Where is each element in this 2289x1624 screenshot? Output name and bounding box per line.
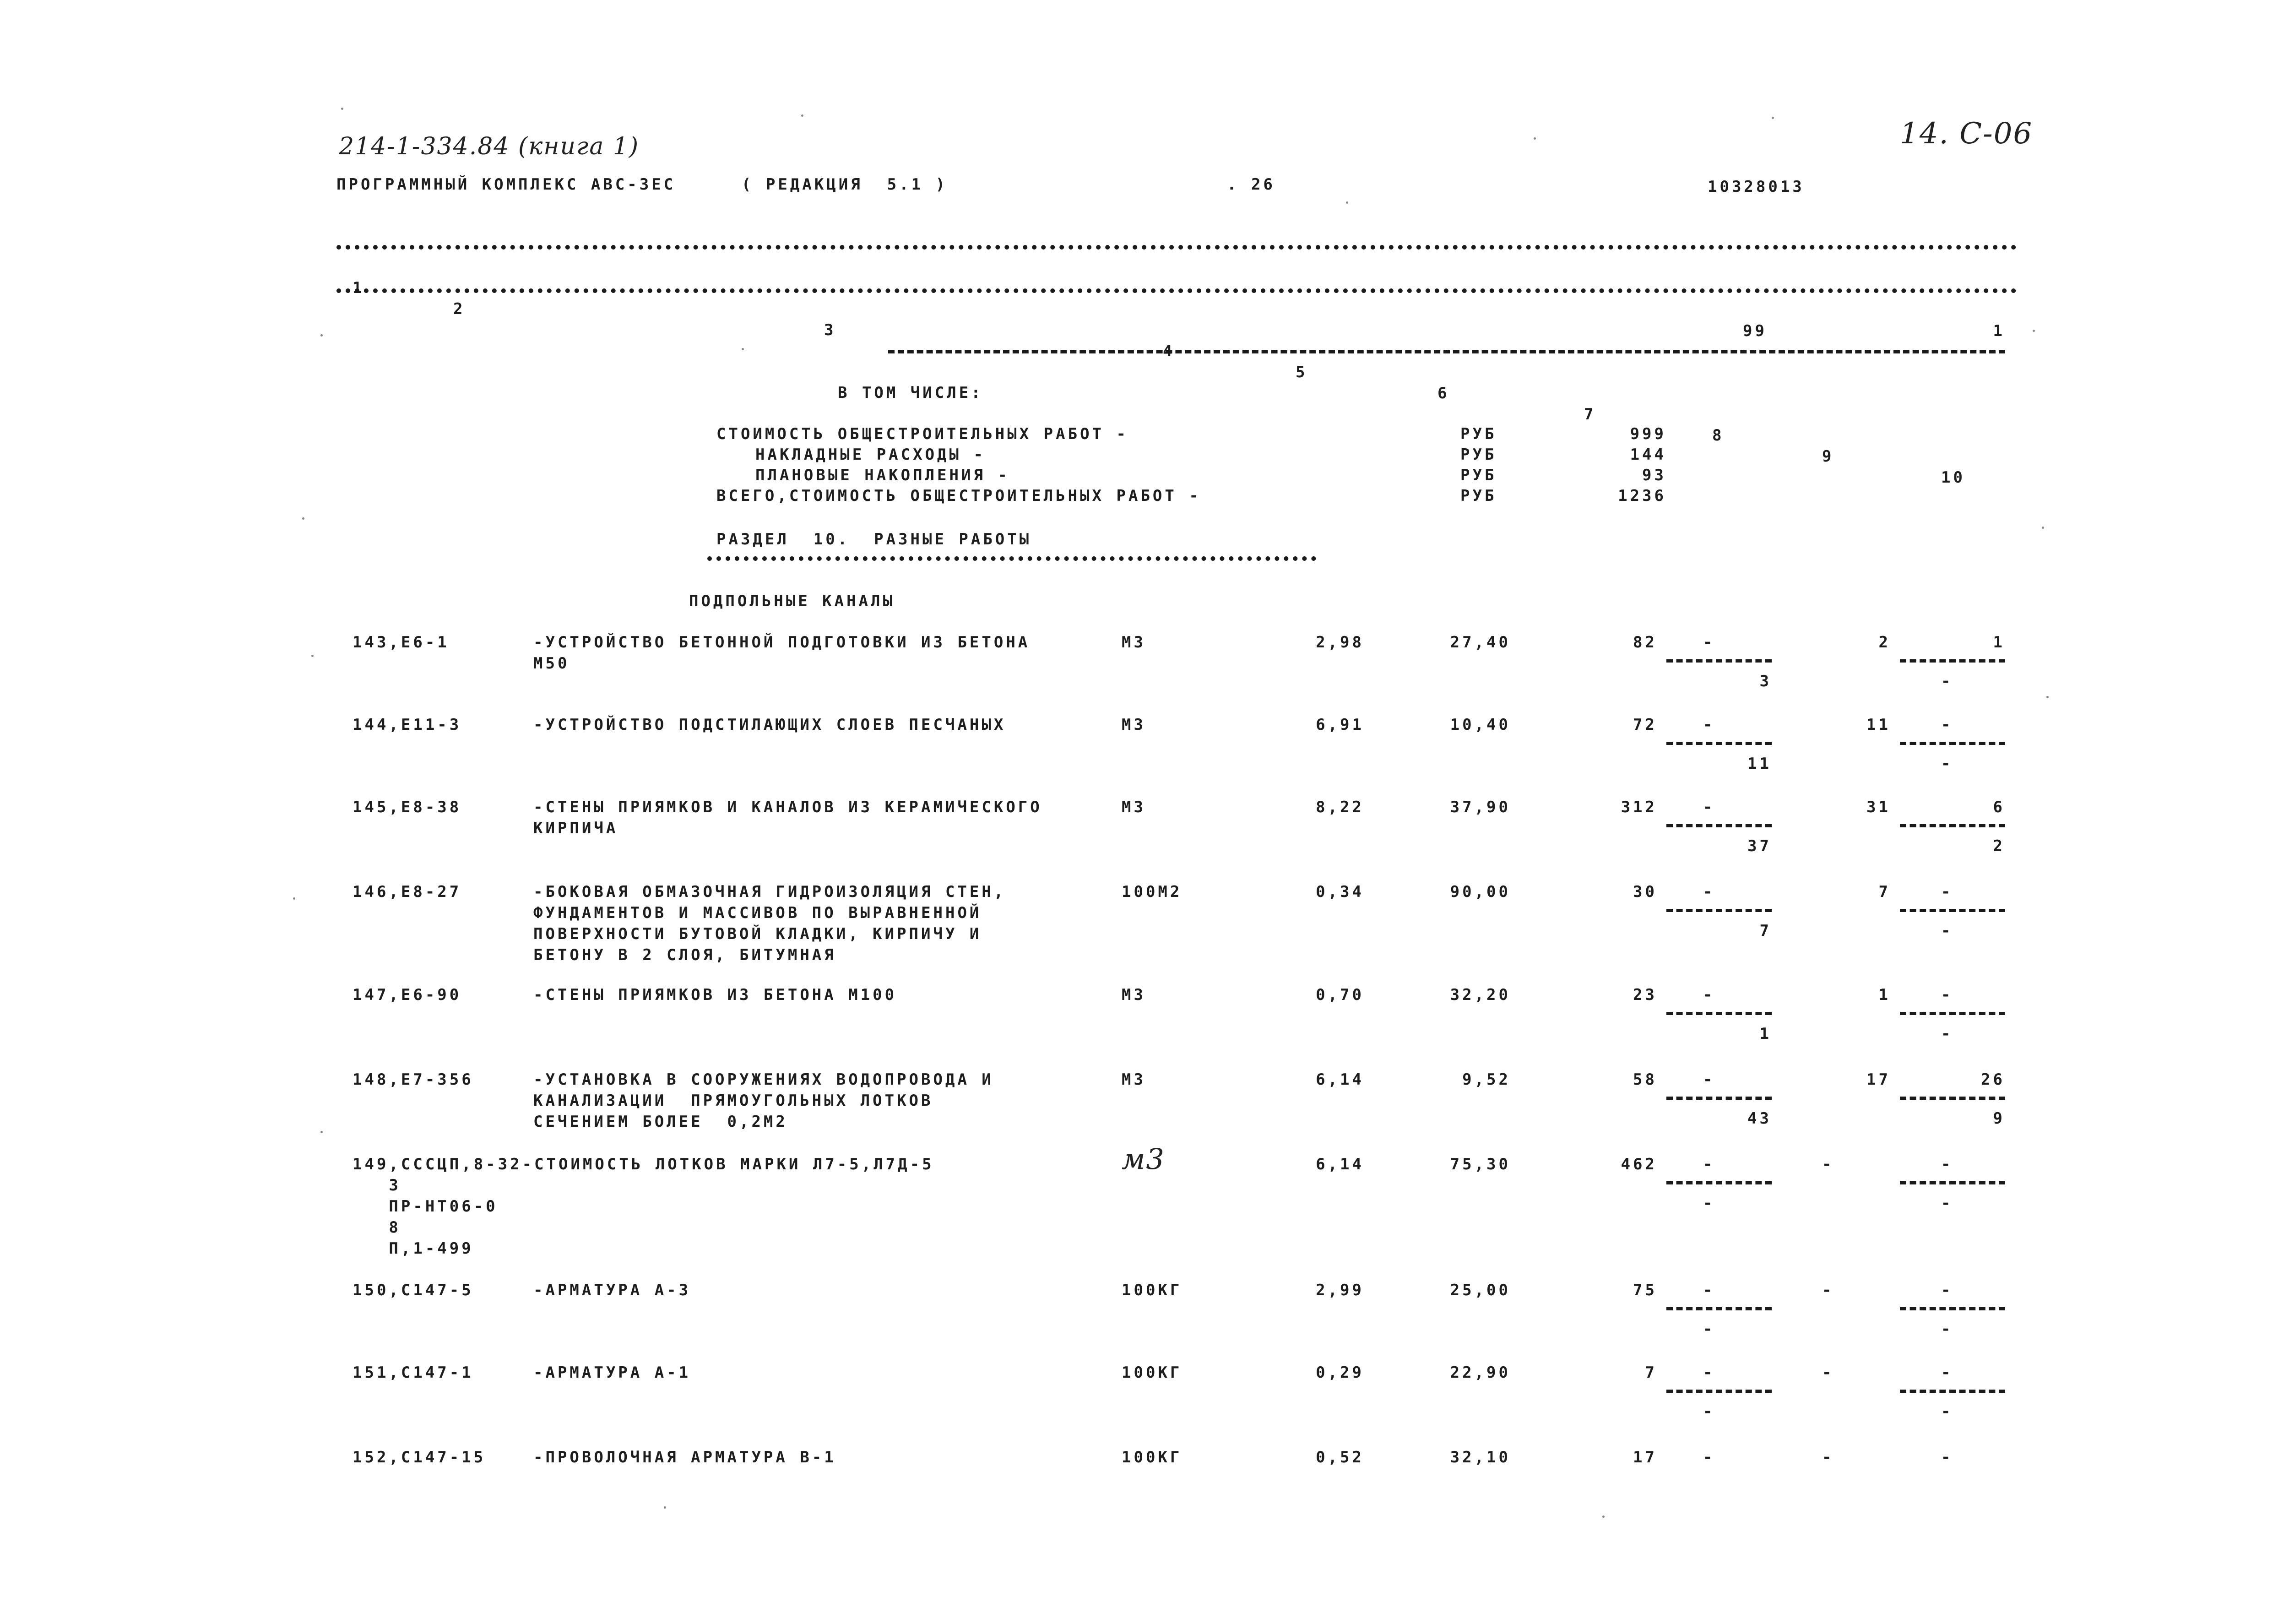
header-rule-bottom bbox=[336, 288, 2017, 293]
page-mark: 14. С-06 bbox=[1900, 117, 2033, 151]
summary-unit: РУБ bbox=[1460, 487, 1497, 505]
row-col10-top: - bbox=[1941, 883, 1953, 901]
row-col10-rule bbox=[1900, 742, 2005, 745]
row-description: -СТЕНЫ ПРИЯМКОВ И КАНАЛОВ ИЗ КЕРАМИЧЕСКОГО КИРПИЧА bbox=[533, 798, 1042, 837]
row-unit-price: 32,10 bbox=[1450, 1448, 1511, 1466]
row-col8-top: - bbox=[1703, 1070, 1715, 1089]
row-code: 143,Е6-1 bbox=[353, 633, 450, 652]
row-col10-bottom: - bbox=[1941, 755, 1953, 773]
row-unit-handwritten: м3 bbox=[1122, 1142, 1165, 1176]
scan-speck bbox=[2033, 330, 2035, 332]
scan-speck bbox=[1772, 117, 1774, 119]
row-unit: 100КГ bbox=[1122, 1448, 1182, 1466]
row-col8-rule bbox=[1666, 1307, 1772, 1310]
scan-speck bbox=[341, 108, 343, 110]
summary-value: 144 bbox=[1630, 445, 1666, 464]
row-col10-bottom: - bbox=[1941, 672, 1953, 690]
row-code: 149,СССЦП,8-32-СТОИМОСТЬ ЛОТКОВ МАРКИ Л7-5,Л7Д-5 3 ПР-НТ06-0 8 П,1-499 bbox=[353, 1155, 934, 1258]
row-unit: 100М2 bbox=[1122, 883, 1182, 901]
row-unit-price: 32,20 bbox=[1450, 986, 1511, 1004]
row-unit: М3 bbox=[1122, 798, 1146, 816]
row-col10-top: - bbox=[1941, 1155, 1953, 1173]
row-description: -УСТРОЙСТВО БЕТОННОЙ ПОДГОТОВКИ ИЗ БЕТОНА М50 bbox=[533, 633, 1031, 673]
row-col8-bottom: 7 bbox=[1759, 922, 1772, 940]
row-col8-top: - bbox=[1703, 1448, 1715, 1466]
row-col8-top: - bbox=[1703, 1155, 1715, 1173]
row-quantity: 0,70 bbox=[1316, 986, 1364, 1004]
row-unit-price: 75,30 bbox=[1450, 1155, 1511, 1173]
summary-value: 93 bbox=[1642, 466, 1666, 484]
row-col10-top: - bbox=[1941, 1281, 1953, 1299]
col-header-3: 3 bbox=[824, 321, 836, 339]
row-col10-rule bbox=[1900, 1181, 2005, 1184]
row-col10-rule bbox=[1900, 909, 2005, 912]
row-col8-top: - bbox=[1703, 1363, 1715, 1382]
row-col10-bottom: - bbox=[1941, 1402, 1953, 1421]
row-description: -АРМАТУРА А-1 bbox=[533, 1363, 691, 1382]
row-col10-top: - bbox=[1941, 986, 1953, 1004]
row-col8-rule bbox=[1666, 1181, 1772, 1184]
row-col8-top: - bbox=[1703, 798, 1715, 816]
row-col8-top: - bbox=[1703, 633, 1715, 652]
row-col9: 2 bbox=[1878, 633, 1891, 652]
row-col8-bottom: 1 bbox=[1759, 1025, 1772, 1043]
scan-speck bbox=[1602, 1515, 1605, 1518]
row-col10-top: - bbox=[1941, 1363, 1953, 1382]
row-unit: М3 bbox=[1122, 986, 1146, 1004]
scan-speck bbox=[302, 517, 304, 520]
edition: ( РЕДАКЦИЯ 5.1 ) bbox=[742, 175, 948, 194]
row-unit: 100КГ bbox=[1122, 1363, 1182, 1382]
row-total: 312 bbox=[1621, 798, 1657, 816]
row-col8-rule bbox=[1666, 824, 1772, 827]
summary-value: 1236 bbox=[1618, 487, 1666, 505]
row-quantity: 8,22 bbox=[1316, 798, 1364, 816]
row-quantity: 6,14 bbox=[1316, 1070, 1364, 1089]
row-col10-top: 6 bbox=[1993, 798, 2005, 816]
row-description: -АРМАТУРА А-3 bbox=[533, 1281, 691, 1299]
row-col10-top: - bbox=[1941, 716, 1953, 734]
col-header-9: 9 bbox=[1822, 447, 1834, 466]
header-rule-top bbox=[336, 245, 2017, 250]
scan-speck bbox=[2046, 696, 2049, 698]
scan-speck bbox=[801, 114, 803, 117]
row-col10-bottom: - bbox=[1941, 1194, 1953, 1212]
row-total: 7 bbox=[1645, 1363, 1657, 1382]
document-code: 10328013 bbox=[1708, 178, 1805, 196]
row-col10-rule bbox=[1900, 824, 2005, 827]
scan-speck bbox=[2042, 527, 2044, 529]
summary-label: НАКЛАДНЫЕ РАСХОДЫ - bbox=[755, 445, 986, 464]
row-col8-bottom: 3 bbox=[1759, 672, 1772, 690]
subsection-title: ПОДПОЛЬНЫЕ КАНАЛЫ bbox=[689, 592, 895, 610]
row-quantity: 0,52 bbox=[1316, 1448, 1364, 1466]
row-col10-bottom: - bbox=[1941, 922, 1953, 940]
row-code: 146,Е8-27 bbox=[353, 883, 462, 901]
scan-speck bbox=[1346, 201, 1348, 204]
summary-unit: РУБ bbox=[1460, 445, 1497, 464]
row-col9: 7 bbox=[1878, 883, 1891, 901]
row-total: 30 bbox=[1633, 883, 1657, 901]
section-title-underline bbox=[707, 556, 1316, 561]
col-header-5: 5 bbox=[1296, 363, 1308, 381]
row-col8-bottom: - bbox=[1703, 1402, 1715, 1421]
row-col8-rule bbox=[1666, 1097, 1772, 1100]
summary-heading: В ТОМ ЧИСЛЕ: bbox=[838, 384, 983, 402]
row-col9: - bbox=[1822, 1448, 1834, 1466]
col-header-1: 1 bbox=[353, 279, 365, 297]
row-total: 82 bbox=[1633, 633, 1657, 652]
row-col10-rule bbox=[1900, 659, 2005, 663]
row-code: 152,С147-15 bbox=[353, 1448, 486, 1466]
summary-unit: РУБ bbox=[1460, 425, 1497, 443]
row-description: -СТЕНЫ ПРИЯМКОВ ИЗ БЕТОНА М100 bbox=[533, 986, 897, 1004]
summary-label: ВСЕГО,СТОИМОСТЬ ОБЩЕСТРОИТЕЛЬНЫХ РАБОТ - bbox=[716, 487, 1201, 505]
row-col8-rule bbox=[1666, 1390, 1772, 1393]
row-col8-top: - bbox=[1703, 986, 1715, 1004]
row-col9: - bbox=[1822, 1363, 1834, 1382]
row-col8-top: - bbox=[1703, 1281, 1715, 1299]
row-col8-top: - bbox=[1703, 716, 1715, 734]
row-quantity: 6,91 bbox=[1316, 716, 1364, 734]
document-reference: 214-1-334.84 (книга 1) bbox=[339, 133, 640, 160]
row-quantity: 6,14 bbox=[1316, 1155, 1364, 1173]
scan-speck bbox=[664, 1506, 666, 1509]
row-total: 72 bbox=[1633, 716, 1657, 734]
scan-speck bbox=[742, 348, 744, 350]
row-unit-price: 37,90 bbox=[1450, 798, 1511, 816]
row-col8-rule bbox=[1666, 909, 1772, 912]
row-col10-rule bbox=[1900, 1390, 2005, 1393]
row-col8-rule bbox=[1666, 742, 1772, 745]
row-col9: 17 bbox=[1866, 1070, 1891, 1089]
scan-speck bbox=[320, 1131, 323, 1133]
program-name: ПРОГРАММНЫЙ КОМПЛЕКС АВС-3ЕС bbox=[336, 175, 676, 194]
row-code: 150,С147-5 bbox=[353, 1281, 474, 1299]
row-col10-bottom: 9 bbox=[1993, 1109, 2005, 1128]
row-col8-rule bbox=[1666, 1012, 1772, 1015]
row-unit: М3 bbox=[1122, 633, 1146, 652]
row-col8-top: - bbox=[1703, 883, 1715, 901]
scan-speck bbox=[320, 334, 323, 337]
row-description: -БОКОВАЯ ОБМАЗОЧНАЯ ГИДРОИЗОЛЯЦИЯ СТЕН, ФУНДАМЕНТОВ И МАССИВОВ ПО ВЫРАВНЕННОЙ ПОВЕРХНОСТИ БУТОВОЙ КЛАДКИ, КИРПИЧУ И БЕТОНУ В 2 СЛОЯ, БИТУМНАЯ bbox=[533, 883, 1006, 964]
subtotal-col10: 1 bbox=[1993, 322, 2005, 340]
row-unit: М3 bbox=[1122, 1070, 1146, 1089]
row-description: -ПРОВОЛОЧНАЯ АРМАТУРА В-1 bbox=[533, 1448, 836, 1466]
row-total: 58 bbox=[1633, 1070, 1657, 1089]
col-header-10: 10 bbox=[1941, 468, 1965, 487]
row-unit-price: 90,00 bbox=[1450, 883, 1511, 901]
row-col8-bottom: - bbox=[1703, 1194, 1715, 1212]
row-col9: - bbox=[1822, 1281, 1834, 1299]
summary-label: СТОИМОСТЬ ОБЩЕСТРОИТЕЛЬНЫХ РАБОТ - bbox=[716, 425, 1128, 443]
row-col10-top: 26 bbox=[1981, 1070, 2005, 1089]
row-col9: 11 bbox=[1866, 716, 1891, 734]
row-col9: 1 bbox=[1878, 986, 1891, 1004]
row-col9: - bbox=[1822, 1155, 1834, 1173]
col-header-2: 2 bbox=[453, 300, 466, 318]
row-col8-rule bbox=[1666, 659, 1772, 663]
row-code: 148,Е7-356 bbox=[353, 1070, 474, 1089]
row-unit: 100КГ bbox=[1122, 1281, 1182, 1299]
row-col10-rule bbox=[1900, 1307, 2005, 1310]
scan-speck bbox=[1534, 137, 1536, 140]
row-quantity: 2,99 bbox=[1316, 1281, 1364, 1299]
col-header-8: 8 bbox=[1712, 426, 1725, 445]
row-unit-price: 9,52 bbox=[1462, 1070, 1511, 1089]
row-code: 151,С147-1 bbox=[353, 1363, 474, 1382]
row-col10-bottom: - bbox=[1941, 1025, 1953, 1043]
row-description: -УСТРОЙСТВО ПОДСТИЛАЮЩИХ СЛОЕВ ПЕСЧАНЫХ bbox=[533, 716, 1006, 734]
row-code: 145,Е8-38 bbox=[353, 798, 462, 816]
subtotal-rule bbox=[888, 350, 2005, 353]
row-col8-bottom: - bbox=[1703, 1320, 1715, 1338]
row-code: 144,Е11-3 bbox=[353, 716, 462, 734]
row-unit-price: 22,90 bbox=[1450, 1363, 1511, 1382]
summary-unit: РУБ bbox=[1460, 466, 1497, 484]
row-col9: 31 bbox=[1866, 798, 1891, 816]
row-col8-bottom: 43 bbox=[1747, 1109, 1772, 1128]
page-number: . 26 bbox=[1227, 175, 1275, 194]
subtotal-col8: 99 bbox=[1743, 322, 1767, 340]
col-header-6: 6 bbox=[1437, 384, 1450, 402]
row-total: 23 bbox=[1633, 986, 1657, 1004]
col-header-4: 4 bbox=[1163, 342, 1175, 360]
row-quantity: 2,98 bbox=[1316, 633, 1364, 652]
scan-speck bbox=[311, 655, 314, 657]
row-col10-rule bbox=[1900, 1012, 2005, 1015]
col-header-7: 7 bbox=[1584, 405, 1596, 424]
row-total: 462 bbox=[1621, 1155, 1657, 1173]
row-total: 75 bbox=[1633, 1281, 1657, 1299]
row-col8-bottom: 11 bbox=[1747, 755, 1772, 773]
row-unit: М3 bbox=[1122, 716, 1146, 734]
row-col10-top: 1 bbox=[1993, 633, 2005, 652]
row-col10-bottom: - bbox=[1941, 1320, 1953, 1338]
row-col10-top: - bbox=[1941, 1448, 1953, 1466]
scan-speck bbox=[293, 897, 295, 900]
row-unit-price: 27,40 bbox=[1450, 633, 1511, 652]
section-title: РАЗДЕЛ 10. РАЗНЫЕ РАБОТЫ bbox=[716, 530, 1032, 549]
summary-label: ПЛАНОВЫЕ НАКОПЛЕНИЯ - bbox=[755, 466, 1010, 484]
row-col10-bottom: 2 bbox=[1993, 837, 2005, 855]
summary-value: 999 bbox=[1630, 425, 1666, 443]
row-quantity: 0,29 bbox=[1316, 1363, 1364, 1382]
row-code: 147,Е6-90 bbox=[353, 986, 462, 1004]
row-total: 17 bbox=[1633, 1448, 1657, 1466]
row-description: -УСТАНОВКА В СООРУЖЕНИЯХ ВОДОПРОВОДА И КАНАЛИЗАЦИИ ПРЯМОУГОЛЬНЫХ ЛОТКОВ СЕЧЕНИЕМ БОЛЕЕ 0,2М2 bbox=[533, 1070, 994, 1131]
row-col10-rule bbox=[1900, 1097, 2005, 1100]
row-col8-bottom: 37 bbox=[1747, 837, 1772, 855]
row-unit-price: 25,00 bbox=[1450, 1281, 1511, 1299]
row-quantity: 0,34 bbox=[1316, 883, 1364, 901]
row-unit-price: 10,40 bbox=[1450, 716, 1511, 734]
